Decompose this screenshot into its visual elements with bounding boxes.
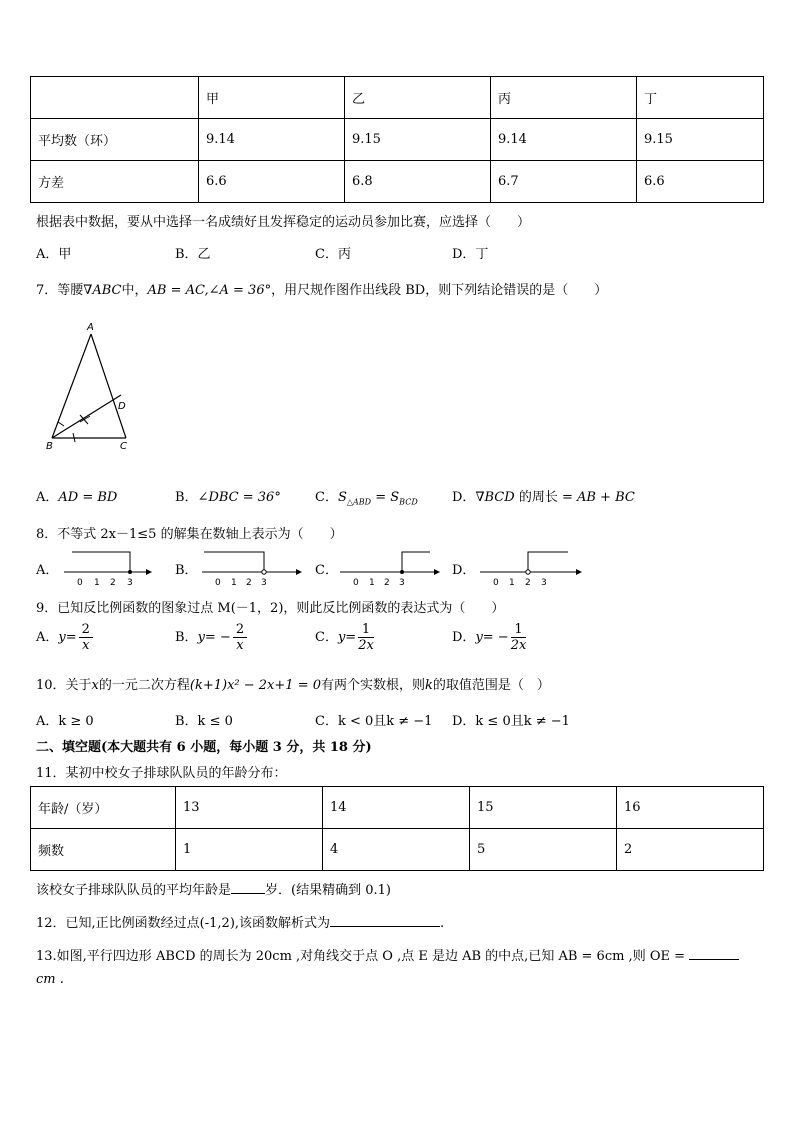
q7-option-d[interactable] bbox=[452, 486, 635, 505]
tick-label: 3 bbox=[261, 578, 267, 588]
age-table bbox=[30, 786, 764, 871]
numberline-c[interactable] bbox=[338, 548, 442, 588]
tick-label: 1 bbox=[94, 578, 100, 588]
table-cell: 16 bbox=[617, 787, 764, 829]
tick-label: 3 bbox=[127, 578, 133, 588]
variable-k: k bbox=[425, 678, 433, 693]
answer-blank[interactable] bbox=[330, 926, 440, 927]
q7-option-c[interactable] bbox=[315, 486, 418, 507]
denominator: x bbox=[236, 638, 244, 653]
q10-stem-text: 有两个实数根，则 bbox=[321, 678, 426, 693]
tick-label: 2 bbox=[525, 578, 531, 588]
area-subscript: BCD bbox=[399, 497, 418, 507]
q10-stem-text: 的一元二次方程 bbox=[98, 678, 190, 693]
option-expr: = bbox=[371, 490, 391, 505]
q9-option-a[interactable] bbox=[36, 622, 95, 653]
q11-text: 岁．(结果精确到 0.1) bbox=[265, 883, 391, 898]
figure-label-b: B bbox=[46, 441, 53, 452]
tick-label: 1 bbox=[231, 578, 237, 588]
table-cell: 6.8 bbox=[345, 161, 491, 203]
q8-stem: 8．不等式 2x－1≤5 的解集在数轴上表示为（ ） bbox=[36, 527, 343, 542]
q12-text: . bbox=[440, 916, 445, 931]
q11-question bbox=[36, 879, 391, 898]
table-cell: 9.15 bbox=[637, 119, 764, 161]
q7-stem-text: ，用尺规作图作出线段 BD，则下列结论错误的是（ ） bbox=[271, 283, 608, 298]
option-expr: ∇BCD bbox=[475, 490, 515, 505]
q6-stem: 根据表中数据，要从中选择一名成绩好且发挥稳定的运动员参加比赛，应选择（ ） bbox=[36, 215, 531, 230]
q11-stem: 11．某初中校女子排球队队员的年龄分布： bbox=[36, 766, 287, 781]
answer-blank[interactable] bbox=[689, 959, 739, 960]
table-cell: 15 bbox=[470, 787, 617, 829]
table-header-cell bbox=[31, 77, 199, 119]
q8-option-b-label[interactable]: B． bbox=[175, 563, 198, 578]
numerator: 2 bbox=[79, 622, 93, 638]
q10-option-a[interactable]: A．k ≥ 0 bbox=[36, 714, 94, 729]
table-header-cell: 丙 bbox=[491, 77, 637, 119]
q11-text: 该校女子排球队队员的平均年龄是 bbox=[36, 883, 232, 898]
figure-label-a: A bbox=[87, 322, 94, 333]
table-header-cell: 甲 bbox=[199, 77, 345, 119]
tick-label: 2 bbox=[384, 578, 390, 588]
area-subscript: △ABD bbox=[346, 497, 372, 507]
option-expr: y= − bbox=[475, 630, 509, 645]
tick-label: 1 bbox=[509, 578, 515, 588]
numberline-b[interactable] bbox=[200, 548, 304, 588]
option-expr: = AB + BC bbox=[557, 490, 635, 505]
q10-stem-text: 的取值范围是（ ） bbox=[432, 678, 550, 693]
q9-option-c[interactable] bbox=[315, 622, 376, 653]
q7-triangle: ∇ABC bbox=[83, 283, 122, 298]
answer-blank[interactable] bbox=[231, 893, 265, 894]
fraction bbox=[79, 622, 93, 653]
tick-label: 2 bbox=[110, 578, 116, 588]
q10-stem bbox=[36, 674, 550, 693]
q10-option-c[interactable]: C．k < 0且k ≠ −1 bbox=[315, 714, 433, 729]
q9-option-b[interactable] bbox=[175, 622, 249, 653]
table-cell: 方差 bbox=[31, 161, 199, 203]
area-symbol: S bbox=[337, 490, 347, 505]
option-label: C． bbox=[315, 490, 338, 505]
tick-label: 0 bbox=[215, 578, 221, 588]
table-cell: 9.15 bbox=[345, 119, 491, 161]
q13-line2: cm . bbox=[36, 972, 64, 987]
q7-stem-text: 7．等腰 bbox=[36, 283, 84, 298]
table-cell: 14 bbox=[323, 787, 470, 829]
q6-option-d[interactable]: D．丁 bbox=[452, 247, 489, 262]
option-expr: y= − bbox=[197, 630, 231, 645]
tick-label: 0 bbox=[77, 578, 83, 588]
fraction bbox=[358, 622, 374, 653]
table-cell: 9.14 bbox=[199, 119, 345, 161]
q7-condition: AB = AC,∠A = 36° bbox=[147, 283, 272, 298]
numerator: 1 bbox=[511, 622, 527, 638]
option-label: B． bbox=[175, 490, 198, 505]
q10-option-d[interactable]: D．k ≤ 0且k ≠ −1 bbox=[452, 714, 570, 729]
q6-option-c[interactable]: C．丙 bbox=[315, 247, 351, 262]
q7-stem-text: 中， bbox=[121, 283, 148, 298]
table-cell: 平均数（环） bbox=[31, 119, 199, 161]
q8-option-c-label[interactable]: C． bbox=[315, 563, 338, 578]
figure-label-d: D bbox=[118, 401, 126, 412]
table-cell: 13 bbox=[176, 787, 323, 829]
table-header-cell: 丁 bbox=[637, 77, 764, 119]
scores-table bbox=[30, 76, 764, 203]
option-expr: y= bbox=[58, 630, 77, 645]
table-cell: 9.14 bbox=[491, 119, 637, 161]
denominator: 2x bbox=[510, 638, 527, 653]
variable-x: x bbox=[91, 678, 99, 693]
numberline-a[interactable] bbox=[62, 548, 152, 588]
figure-label-c: C bbox=[120, 441, 127, 452]
q7-option-b[interactable] bbox=[175, 486, 281, 505]
option-label: A． bbox=[36, 630, 59, 645]
table-header-cell: 乙 bbox=[345, 77, 491, 119]
tick-label: 3 bbox=[399, 578, 405, 588]
option-label: C． bbox=[315, 630, 338, 645]
q8-option-a-label[interactable]: A． bbox=[36, 563, 59, 578]
fraction bbox=[233, 622, 247, 653]
option-label: A． bbox=[36, 490, 59, 505]
table-cell: 6.7 bbox=[491, 161, 637, 203]
table-cell: 6.6 bbox=[199, 161, 345, 203]
tick-label: 0 bbox=[493, 578, 499, 588]
numberline-d[interactable] bbox=[478, 548, 584, 588]
q13-line1 bbox=[36, 945, 739, 964]
q13-text: 13.如图,平行四边形 ABCD 的周长为 20cm ,对角线交于点 O ,点 E 是边 AB 的中点,已知 AB = 6cm ,则 OE = bbox=[36, 949, 685, 964]
q7-stem bbox=[36, 279, 607, 298]
option-label: D． bbox=[452, 630, 476, 645]
numerator: 1 bbox=[358, 622, 374, 638]
tick-label: 3 bbox=[541, 578, 547, 588]
q10-option-b[interactable]: B．k ≤ 0 bbox=[175, 714, 233, 729]
tick-label: 1 bbox=[369, 578, 375, 588]
q6-option-b[interactable]: B．乙 bbox=[175, 247, 211, 262]
option-label: D． bbox=[452, 490, 476, 505]
option-expr: y= bbox=[337, 630, 357, 645]
table-cell: 频数 bbox=[31, 829, 176, 871]
denominator: 2x bbox=[358, 638, 374, 653]
section-title: 二、填空题(本大题共有 6 小题，每小题 3 分，共 18 分) bbox=[36, 740, 372, 755]
tick-label: 2 bbox=[246, 578, 252, 588]
table-cell: 2 bbox=[617, 829, 764, 871]
area-symbol: S bbox=[390, 490, 400, 505]
denominator: x bbox=[82, 638, 90, 653]
table-cell: 1 bbox=[176, 829, 323, 871]
fraction bbox=[511, 622, 527, 653]
numerator: 2 bbox=[233, 622, 247, 638]
option-label: B． bbox=[175, 630, 198, 645]
q6-option-a[interactable]: A．甲 bbox=[36, 247, 72, 262]
tick-label: 0 bbox=[353, 578, 359, 588]
table-cell: 年龄/（岁） bbox=[31, 787, 176, 829]
q7-option-a[interactable] bbox=[36, 486, 117, 505]
q10-equation: (k+1)x² − 2x+1 = 0 bbox=[189, 678, 321, 693]
table-cell: 5 bbox=[470, 829, 617, 871]
triangle-figure bbox=[40, 318, 140, 458]
q12-text: 12．已知,正比例函数经过点(-1,2),该函数解析式为 bbox=[36, 916, 331, 931]
table-cell: 4 bbox=[323, 829, 470, 871]
option-expr: AD = BD bbox=[58, 490, 118, 505]
q12-question bbox=[36, 912, 444, 931]
q10-stem-text: 10．关于 bbox=[36, 678, 92, 693]
q9-stem: 9．已知反比例函数的图象过点 M(－1，2)，则此反比例函数的表达式为（ ） bbox=[36, 601, 505, 616]
q9-option-d[interactable] bbox=[452, 622, 528, 653]
option-expr: ∠DBC = 36° bbox=[197, 490, 281, 505]
option-text: 的周长 bbox=[514, 490, 558, 505]
table-cell: 6.6 bbox=[637, 161, 764, 203]
q8-option-d-label[interactable]: D． bbox=[452, 563, 476, 578]
